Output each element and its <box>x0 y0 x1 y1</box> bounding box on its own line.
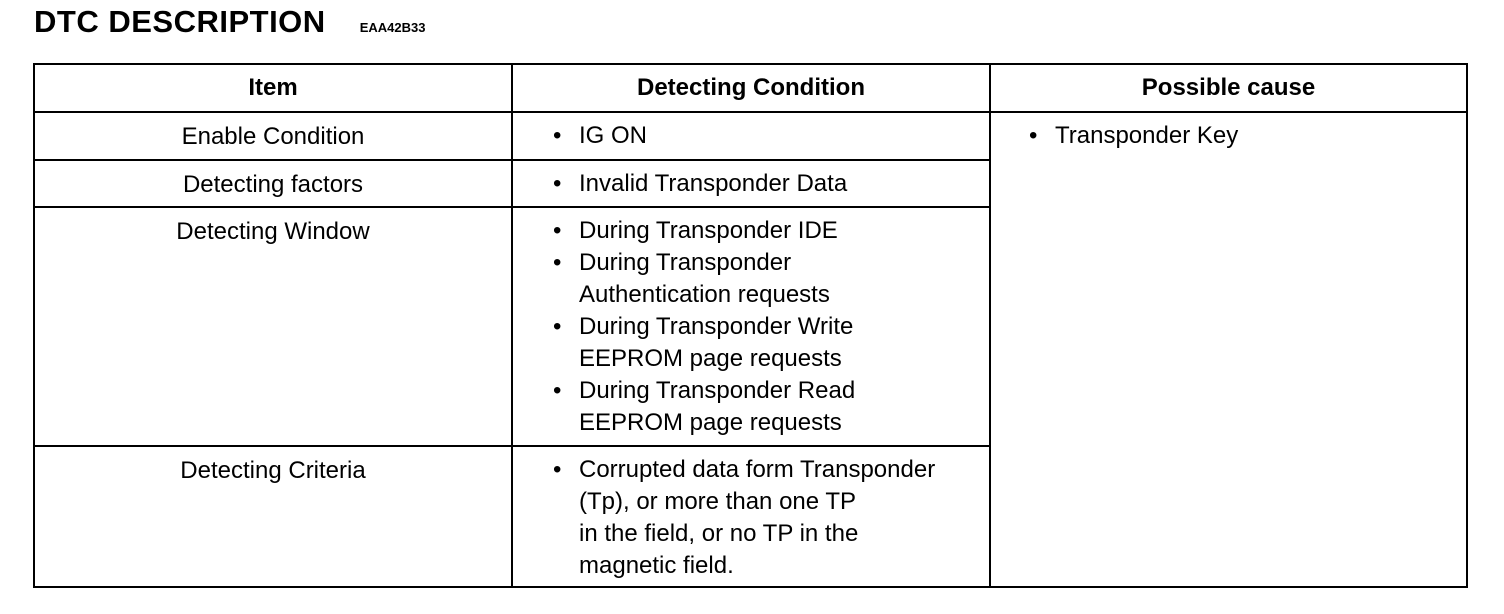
item-cell: Detecting factors <box>34 160 512 207</box>
column-header-item: Item <box>34 64 512 112</box>
item-cell: Enable Condition <box>34 112 512 160</box>
page-title: DTC DESCRIPTION <box>34 4 326 39</box>
list-item: • During Transponder Write EEPROM page requests <box>553 311 989 375</box>
document-code: EAA42B33 <box>359 20 426 35</box>
condition-list <box>553 215 989 439</box>
page-header <box>34 4 425 44</box>
condition-list <box>553 454 989 582</box>
condition-cell <box>512 160 990 207</box>
list-item: • During Transponder IDE <box>553 215 989 247</box>
dtc-table <box>33 63 1468 588</box>
condition-list <box>553 120 989 152</box>
list-item: • Transponder Key <box>1029 120 1466 152</box>
item-cell: Detecting Window <box>34 207 512 446</box>
condition-cell <box>512 112 990 160</box>
cause-list <box>1029 120 1466 152</box>
condition-list <box>553 168 989 200</box>
list-item: • IG ON <box>553 120 989 152</box>
list-item: • During Transponder Authentication requests <box>553 247 989 311</box>
column-header-possible-cause: Possible cause <box>990 64 1467 112</box>
condition-cell <box>512 207 990 446</box>
item-cell: Detecting Criteria <box>34 446 512 587</box>
table-row <box>34 112 1467 160</box>
list-item: • Corrupted data form Transponder (Tp), or more than one TP in the field, or no TP in the magnetic field. <box>553 454 989 582</box>
table-header-row <box>34 64 1467 112</box>
possible-cause-cell <box>990 112 1467 587</box>
condition-cell <box>512 446 990 587</box>
list-item: • Invalid Transponder Data <box>553 168 989 200</box>
list-item: • During Transponder Read EEPROM page requests <box>553 375 989 439</box>
column-header-detecting-condition: Detecting Condition <box>512 64 990 112</box>
